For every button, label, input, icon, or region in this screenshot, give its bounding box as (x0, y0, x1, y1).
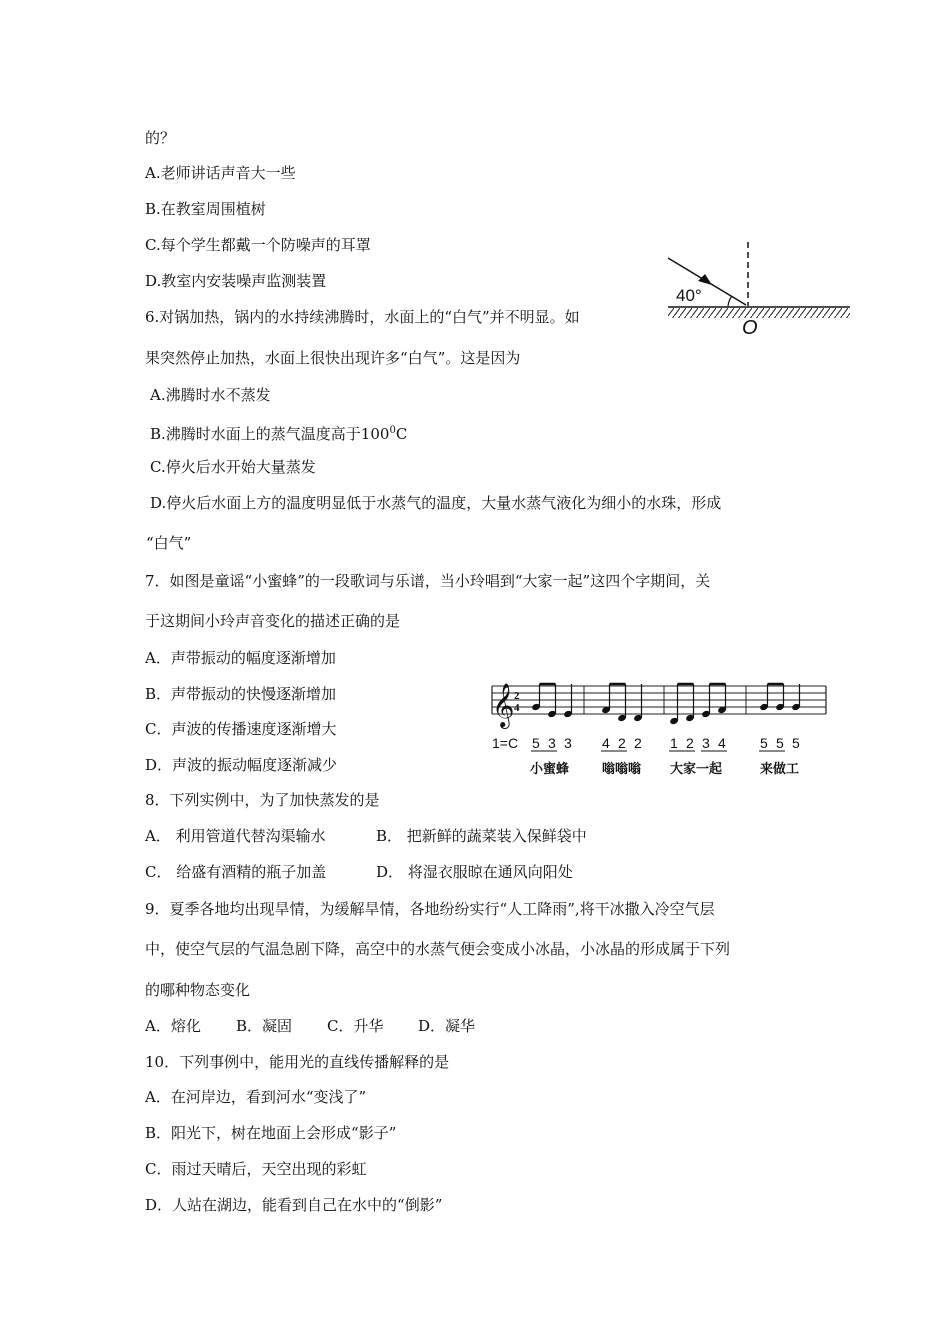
jianpu-number: 4 (718, 735, 726, 751)
q5-stem-tail: 的？ (145, 129, 176, 147)
jianpu-number: 3 (702, 735, 710, 751)
lyric-word: 嗡嗡嗡 (602, 762, 642, 777)
jianpu-number: 2 (618, 735, 626, 751)
jianpu-number: 3 (548, 735, 556, 751)
angle-arc (728, 296, 732, 306)
q9-stem-line2: 中，使空气层的气温急剧下降，高空中的水蒸气便会变成小冰晶，小冰晶的形成属于下列 (145, 940, 731, 958)
q6-stem-line2: 果突然停止加热，水面上很快出现许多“白气”。这是因为 (145, 349, 521, 367)
jianpu-number: 5 (760, 735, 768, 751)
reflection-diagram (662, 236, 854, 340)
treble-clef-icon: 𝄞 (492, 683, 515, 727)
q7-stem-line2: 于这期间小玲声音变化的描述正确的是 (145, 612, 401, 630)
q6-stem-line1: 6.对锅加热，锅内的水持续沸腾时，水面上的“白气”并不明显。如 (145, 308, 580, 326)
q8-option-c: C． 给盛有酒精的瓶子加盖 (145, 863, 327, 881)
q10-stem: 10．下列事例中，能用光的直线传播解释的是 (145, 1053, 450, 1071)
q5-option-c: C.每个学生都戴一个防噪声的耳罩 (145, 236, 371, 254)
q9-stem-line1: 9．夏季各地均出现旱情，为缓解旱情，各地纷纷实行“人工降雨”,将干冰撒入冷空气层 (145, 900, 715, 918)
q7-option-d: D．声波的振动幅度逐渐减少 (145, 756, 338, 774)
q6-option-b-number: 100 (360, 425, 390, 443)
q9-option-a: A．熔化 (145, 1017, 201, 1035)
q6-option-b-text: B.沸腾时水面上的蒸气温度高于 (150, 425, 361, 443)
q10-option-a: A．在河岸边，看到河水“变浅了” (145, 1088, 367, 1106)
jianpu-numbers (531, 735, 800, 751)
q6-option-d-line2: “白气” (146, 534, 192, 552)
lyrics-row (530, 761, 799, 777)
q7-stem-line1: 7．如图是童谣“小蜜蜂”的一段歌词与乐谱，当小玲唱到“大家一起”这四个字期间，关 (145, 572, 711, 590)
jianpu-number: 2 (634, 735, 642, 751)
time-signature-bottom: 4 (514, 702, 520, 714)
key-signature: 1=C (492, 735, 519, 751)
q5-option-d: D.教室内安装噪声监测装置 (145, 272, 327, 290)
mirror-hatch (668, 308, 850, 318)
jianpu-number: 4 (602, 735, 610, 751)
lyric-word: 小蜜蜂 (530, 762, 570, 777)
lyric-word: 来做工 (760, 762, 800, 777)
q10-option-b: B．阳光下，树在地面上会形成“影子” (145, 1124, 397, 1142)
q6-option-b-unit: C (395, 425, 408, 443)
time-signature-top: 2 (514, 690, 520, 702)
q6-option-d-line1: D.停火后水面上方的温度明显低于水蒸气的温度，大量水蒸气液化为细小的水珠，形成 (150, 494, 722, 512)
q6-option-b (150, 421, 407, 444)
q8-stem: 8．下列实例中，为了加快蒸发的是 (145, 791, 380, 809)
q9-stem-line3: 的哪种物态变化 (145, 981, 251, 999)
q6-option-c: C.停火后水开始大量蒸发 (150, 458, 316, 476)
q7-option-a: A．声带振动的幅度逐渐增加 (145, 649, 336, 667)
q7-option-b: B．声带振动的快慢逐渐增加 (145, 685, 337, 703)
arrow-head-icon (698, 274, 712, 285)
jianpu-number: 5 (532, 735, 540, 751)
q8-option-d: D． 将湿衣服晾在通风向阳处 (376, 863, 573, 881)
q6-option-b-degree: 0 (389, 425, 396, 436)
q6-option-a: A.沸腾时水不蒸发 (150, 386, 271, 404)
angle-label: 40° (676, 286, 702, 305)
q5-option-a: A.老师讲话声音大一些 (145, 164, 296, 182)
q5-option-b: B.在教室周围植树 (145, 200, 266, 218)
q8-option-a: A． 利用管道代替沟渠输水 (145, 827, 326, 845)
q8-option-b: B． 把新鲜的蔬菜装入保鲜袋中 (376, 827, 587, 845)
q7-option-c: C．声波的传播速度逐渐增大 (145, 720, 337, 738)
q9-option-b: B．凝固 (236, 1017, 293, 1035)
jianpu-number: 5 (792, 735, 800, 751)
lyric-word: 大家一起 (670, 762, 723, 777)
music-score-figure (488, 678, 834, 780)
music-notes (531, 684, 801, 725)
q10-option-d: D．人站在湖边，能看到自己在水中的“倒影” (145, 1196, 443, 1214)
jianpu-number: 3 (564, 735, 572, 751)
point-label: O (742, 317, 758, 339)
music-staff (492, 686, 826, 714)
q10-option-c: C．雨过天晴后，天空出现的彩虹 (145, 1160, 367, 1178)
q9-option-c: C．升华 (327, 1017, 384, 1035)
q9-option-d: D．凝华 (418, 1017, 476, 1035)
jianpu-number: 1 (670, 735, 678, 751)
jianpu-number: 5 (776, 735, 784, 751)
jianpu-number: 2 (686, 735, 694, 751)
